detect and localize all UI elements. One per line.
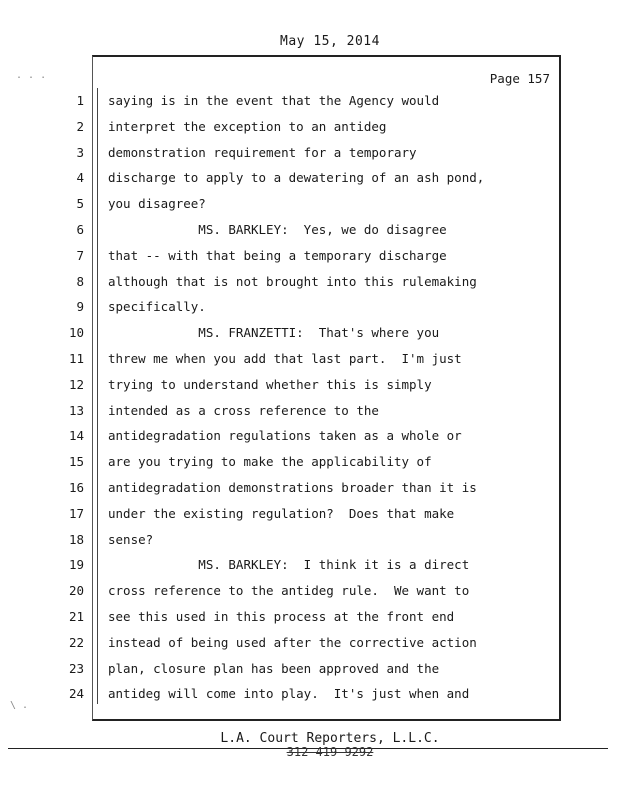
line-number: 14 <box>68 428 84 444</box>
line-number: 12 <box>68 376 84 392</box>
line-text: you disagree? <box>108 196 206 212</box>
line-number: 7 <box>76 247 84 263</box>
line-text: antidegradation regulations taken as a whole or <box>108 428 462 444</box>
line-text: under the existing regulation? Does that make <box>108 505 455 521</box>
transcript-line <box>0 219 618 241</box>
transcript-date: May 15, 2014 <box>280 34 380 49</box>
line-number: 21 <box>68 609 84 624</box>
line-number: 19 <box>68 557 84 573</box>
line-text: saying is in the event that the Agency would <box>108 93 440 108</box>
transcript-line <box>0 296 618 318</box>
transcript-line <box>0 271 618 293</box>
transcript-line <box>0 658 618 680</box>
line-number: 22 <box>68 634 84 650</box>
line-number: 2 <box>76 118 84 134</box>
line-text: that -- with that being a temporary discharge <box>108 247 447 263</box>
transcript-line <box>0 683 618 705</box>
line-number: 3 <box>76 144 84 160</box>
line-number: 15 <box>68 454 84 470</box>
line-number: 10 <box>68 325 84 341</box>
line-text: instead of being used after the corrective action <box>108 634 477 650</box>
transcript-line <box>0 322 618 344</box>
line-text: antideg will come into play. It's just when and <box>108 686 470 702</box>
line-text: intended as a cross reference to the <box>108 402 379 418</box>
transcript-line <box>0 503 618 525</box>
reporter-phone: 312-419-9292 <box>286 745 374 759</box>
line-number: 5 <box>76 196 84 212</box>
line-number: 13 <box>68 402 84 418</box>
line-text: MS. BARKLEY: Yes, we do disagree <box>108 222 447 237</box>
line-text: see this used in this process at the front end <box>108 609 455 624</box>
line-text: sense? <box>108 531 154 547</box>
transcript-line <box>0 451 618 473</box>
transcript-line <box>0 245 618 267</box>
transcript-line <box>0 554 618 576</box>
line-text: cross reference to the antideg rule. We want to <box>108 583 470 599</box>
scan-speck: . . . <box>16 70 47 81</box>
line-text: discharge to apply to a dewatering of an ash pond, <box>108 170 485 186</box>
transcript-line <box>0 167 618 189</box>
line-number: 17 <box>68 505 84 521</box>
transcript-line <box>0 193 618 215</box>
line-number: 23 <box>68 660 84 676</box>
line-text: MS. BARKLEY: I think it is a direct <box>108 557 470 573</box>
line-number: 18 <box>68 531 84 547</box>
line-number: 6 <box>76 222 84 237</box>
line-number: 9 <box>76 299 84 315</box>
line-number: 4 <box>76 170 84 186</box>
line-number: 24 <box>68 686 84 702</box>
transcript-line <box>0 116 618 138</box>
line-text: antidegradation demonstrations broader than it is <box>108 480 477 495</box>
line-text: trying to understand whether this is simply <box>108 376 432 392</box>
line-text: although that is not brought into this rulemaking <box>108 273 477 289</box>
transcript-line <box>0 348 618 370</box>
scan-speck: \ . <box>10 700 29 711</box>
transcript-line <box>0 374 618 396</box>
transcript-line <box>0 400 618 422</box>
line-number: 1 <box>76 93 84 108</box>
line-number: 16 <box>68 480 84 495</box>
transcript-line <box>0 632 618 654</box>
line-number: 20 <box>68 583 84 599</box>
line-number: 11 <box>68 351 84 366</box>
line-text: MS. FRANZETTI: That's where you <box>108 325 440 341</box>
line-text: interpret the exception to an antideg <box>108 118 387 134</box>
transcript-line <box>0 580 618 602</box>
line-text: plan, closure plan has been approved and the <box>108 660 440 676</box>
line-number: 8 <box>76 273 84 289</box>
line-text: demonstration requirement for a temporary <box>108 144 417 160</box>
transcript-line <box>0 477 618 499</box>
transcript-line <box>0 90 618 112</box>
transcript-line <box>0 425 618 447</box>
page-number: Page 157 <box>489 71 550 86</box>
line-text: specifically. <box>108 299 206 315</box>
line-text: are you trying to make the applicability of <box>108 454 432 470</box>
transcript-line <box>0 529 618 551</box>
transcript-line <box>0 606 618 628</box>
reporter-name: L.A. Court Reporters, L.L.C. <box>220 731 440 746</box>
line-text: threw me when you add that last part. I'm just <box>108 351 462 366</box>
transcript-line <box>0 142 618 164</box>
